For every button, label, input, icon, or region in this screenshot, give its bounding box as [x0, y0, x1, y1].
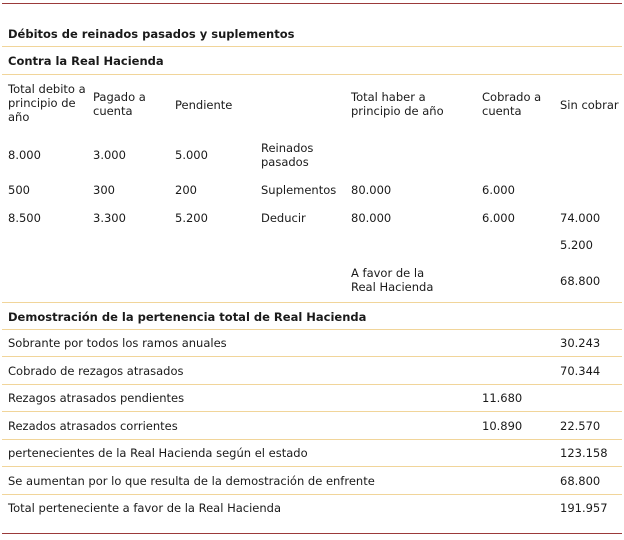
- demo-total: 22.570: [560, 419, 601, 433]
- cell-pagado: 3.300: [93, 211, 126, 225]
- row-divider: [2, 494, 622, 495]
- cell-total-debito: 8.000: [8, 148, 41, 162]
- demo-partial: 10.890: [482, 419, 523, 433]
- demo-total: 123.158: [560, 446, 608, 460]
- cell-concept: Suplementos: [261, 183, 337, 197]
- demo-label: Total perteneciente a favor de la Real Hacienda: [8, 501, 282, 515]
- cell-sin-cobrar: 74.000: [560, 211, 601, 225]
- row-divider: [2, 74, 622, 75]
- cell-sin-cobrar: 5.200: [560, 238, 593, 252]
- demo-label: Sobrante por todos los ramos anuales: [8, 336, 227, 350]
- cell-total-haber: 80.000: [351, 211, 392, 225]
- cell-concept: Deducir: [261, 211, 306, 225]
- header-pagado: Pagado a cuenta: [93, 90, 146, 118]
- cell-pendiente: 5.000: [175, 148, 208, 162]
- cell-a-favor-label: A favor de la Real Hacienda: [351, 266, 434, 294]
- row-divider: [2, 356, 622, 357]
- header-sin-cobrar: Sin cobrar: [560, 98, 619, 112]
- top-rule: [2, 3, 622, 4]
- row-divider: [2, 46, 622, 47]
- header-total-haber: Total haber a principio de año: [351, 90, 444, 118]
- cell-pendiente: 200: [175, 183, 197, 197]
- bottom-rule: [2, 533, 622, 534]
- section-heading: Demostración de la pertenencia total de Real Hacienda: [8, 310, 367, 324]
- cell-pendiente: 5.200: [175, 211, 208, 225]
- demo-total: 68.800: [560, 474, 601, 488]
- row-divider: [2, 329, 622, 330]
- demo-label: Se aumentan por lo que resulta de la demostración de enfrente: [8, 474, 375, 488]
- table-title: Débitos de reinados pasados y suplementos: [8, 27, 295, 41]
- cell-total-debito: 8.500: [8, 211, 41, 225]
- cell-pagado: 3.000: [93, 148, 126, 162]
- cell-cobrado: 6.000: [482, 211, 515, 225]
- section-heading: Contra la Real Hacienda: [8, 54, 164, 68]
- row-divider: [2, 384, 622, 385]
- row-divider: [2, 411, 622, 412]
- demo-total: 191.957: [560, 501, 608, 515]
- demo-partial: 11.680: [482, 391, 523, 405]
- demo-label: Cobrado de rezagos atrasados: [8, 364, 184, 378]
- cell-total-debito: 500: [8, 183, 30, 197]
- cell-total-haber: 80.000: [351, 183, 392, 197]
- header-cobrado: Cobrado a cuenta: [482, 90, 542, 118]
- cell-sin-cobrar: 68.800: [560, 274, 601, 288]
- demo-label: Rezagos atrasados pendientes: [8, 391, 185, 405]
- demo-label: Rezados atrasados corrientes: [8, 419, 178, 433]
- row-divider: [2, 439, 622, 440]
- row-divider: [2, 466, 622, 467]
- demo-label: pertenecientes de la Real Hacienda según el estado: [8, 446, 308, 460]
- row-divider: [2, 302, 622, 303]
- demo-total: 70.344: [560, 364, 601, 378]
- header-total-debito: Total debito a principio de año: [8, 82, 86, 124]
- header-pendiente: Pendiente: [175, 98, 233, 112]
- cell-pagado: 300: [93, 183, 115, 197]
- cell-concept: Reinados pasados: [261, 141, 314, 169]
- demo-total: 30.243: [560, 336, 601, 350]
- cell-cobrado: 6.000: [482, 183, 515, 197]
